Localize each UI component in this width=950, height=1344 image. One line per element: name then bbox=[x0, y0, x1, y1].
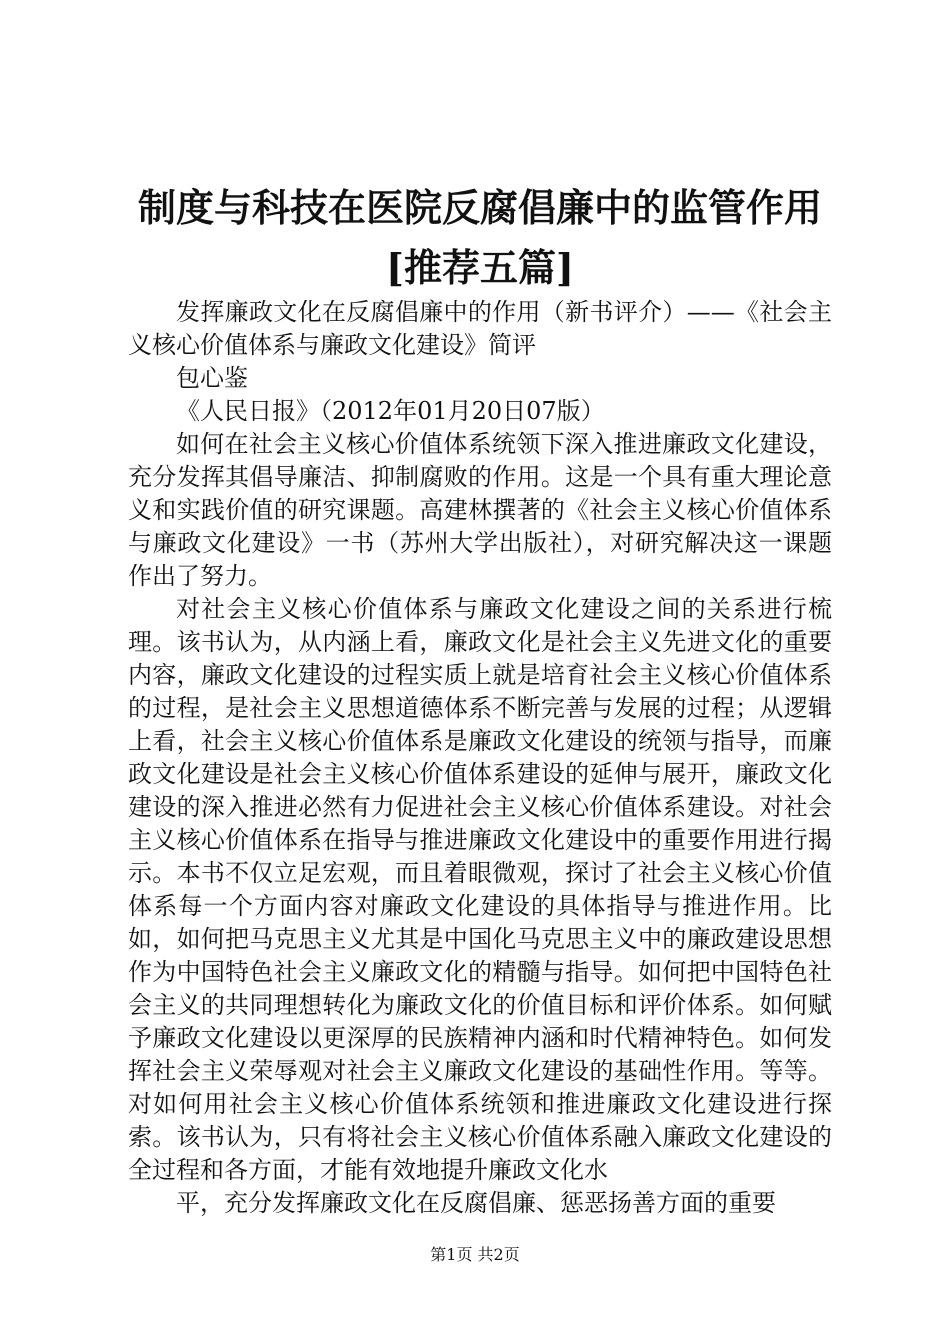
body-paragraph: 平，充分发挥廉政文化在反腐倡廉、惩恶扬善方面的重要 bbox=[176, 1189, 776, 1217]
document-body bbox=[128, 296, 832, 1220]
page-number-footer: 第1页 共2页 bbox=[430, 1245, 520, 1264]
author-line: 包心鉴 bbox=[176, 364, 248, 392]
body-paragraph: 对社会主义核心价值体系与廉政文化建设之间的关系进行梳理。该书认为，从内涵上看，廉政文化是社会主义先进文化的重要内容，廉政文化建设的过程实质上就是培育社会主义核心价值体系的过程，是社会主义思想道德体系不断完善与发展的过程；从逻辑上看，社会主义核心价值体系是廉政文化建设的统领与指导，而廉政文化建设是社会主义核心价值体系建设的延伸与展开，廉政文化建设的深入推进必然有力促进社会主义核心价值体系建设。对社会主义核心价值体系在指导与推进廉政文化建设中的重要作用进行揭示。本书不仅立足宏观，而且着眼微观，探讨了社会主义核心价值体系每一个方面内容对廉政文化建设的具体指导与推进作用。比如，如何把马克思主义尤其是中国化马克思主义中的廉政建设思想作为中国特色社会主义廉政文化的精髓与指导。如何把中国特色社会主义的共同理想转化为廉政文化的价值目标和评价体系。如何赋予廉政文化建设以更深厚的民族精神内涵和时代精神特色。如何发挥社会主义荣辱观对社会主义廉政文化建设的基础性作用。等等。对如何用社会主义核心价值体系统领和推进廉政文化建设进行探索。该书认为，只有将社会主义核心价值体系融入廉政文化建设的全过程和各方面，才能有效地提升廉政文化水 bbox=[128, 595, 832, 1184]
document-title: 制度与科技在医院反腐倡廉中的监管作用[推荐五篇] bbox=[137, 185, 822, 290]
subtitle-paragraph: 发挥廉政文化在反腐倡廉中的作用（新书评介）——《社会主义核心价值体系与廉政文化建设》简评 bbox=[128, 298, 832, 359]
source-line: 《人民日报》（2012年01月20日07版） bbox=[176, 397, 605, 425]
body-paragraph: 如何在社会主义核心价值体系统领下深入推进廉政文化建设，充分发挥其倡导廉洁、抑制腐败的作用。这是一个具有重大理论意义和实践价值的研究课题。高建林撰著的《社会主义核心价值体系与廉政文化建设》一书（苏州大学出版社），对研究解决这一课题作出了努力。 bbox=[128, 430, 832, 590]
